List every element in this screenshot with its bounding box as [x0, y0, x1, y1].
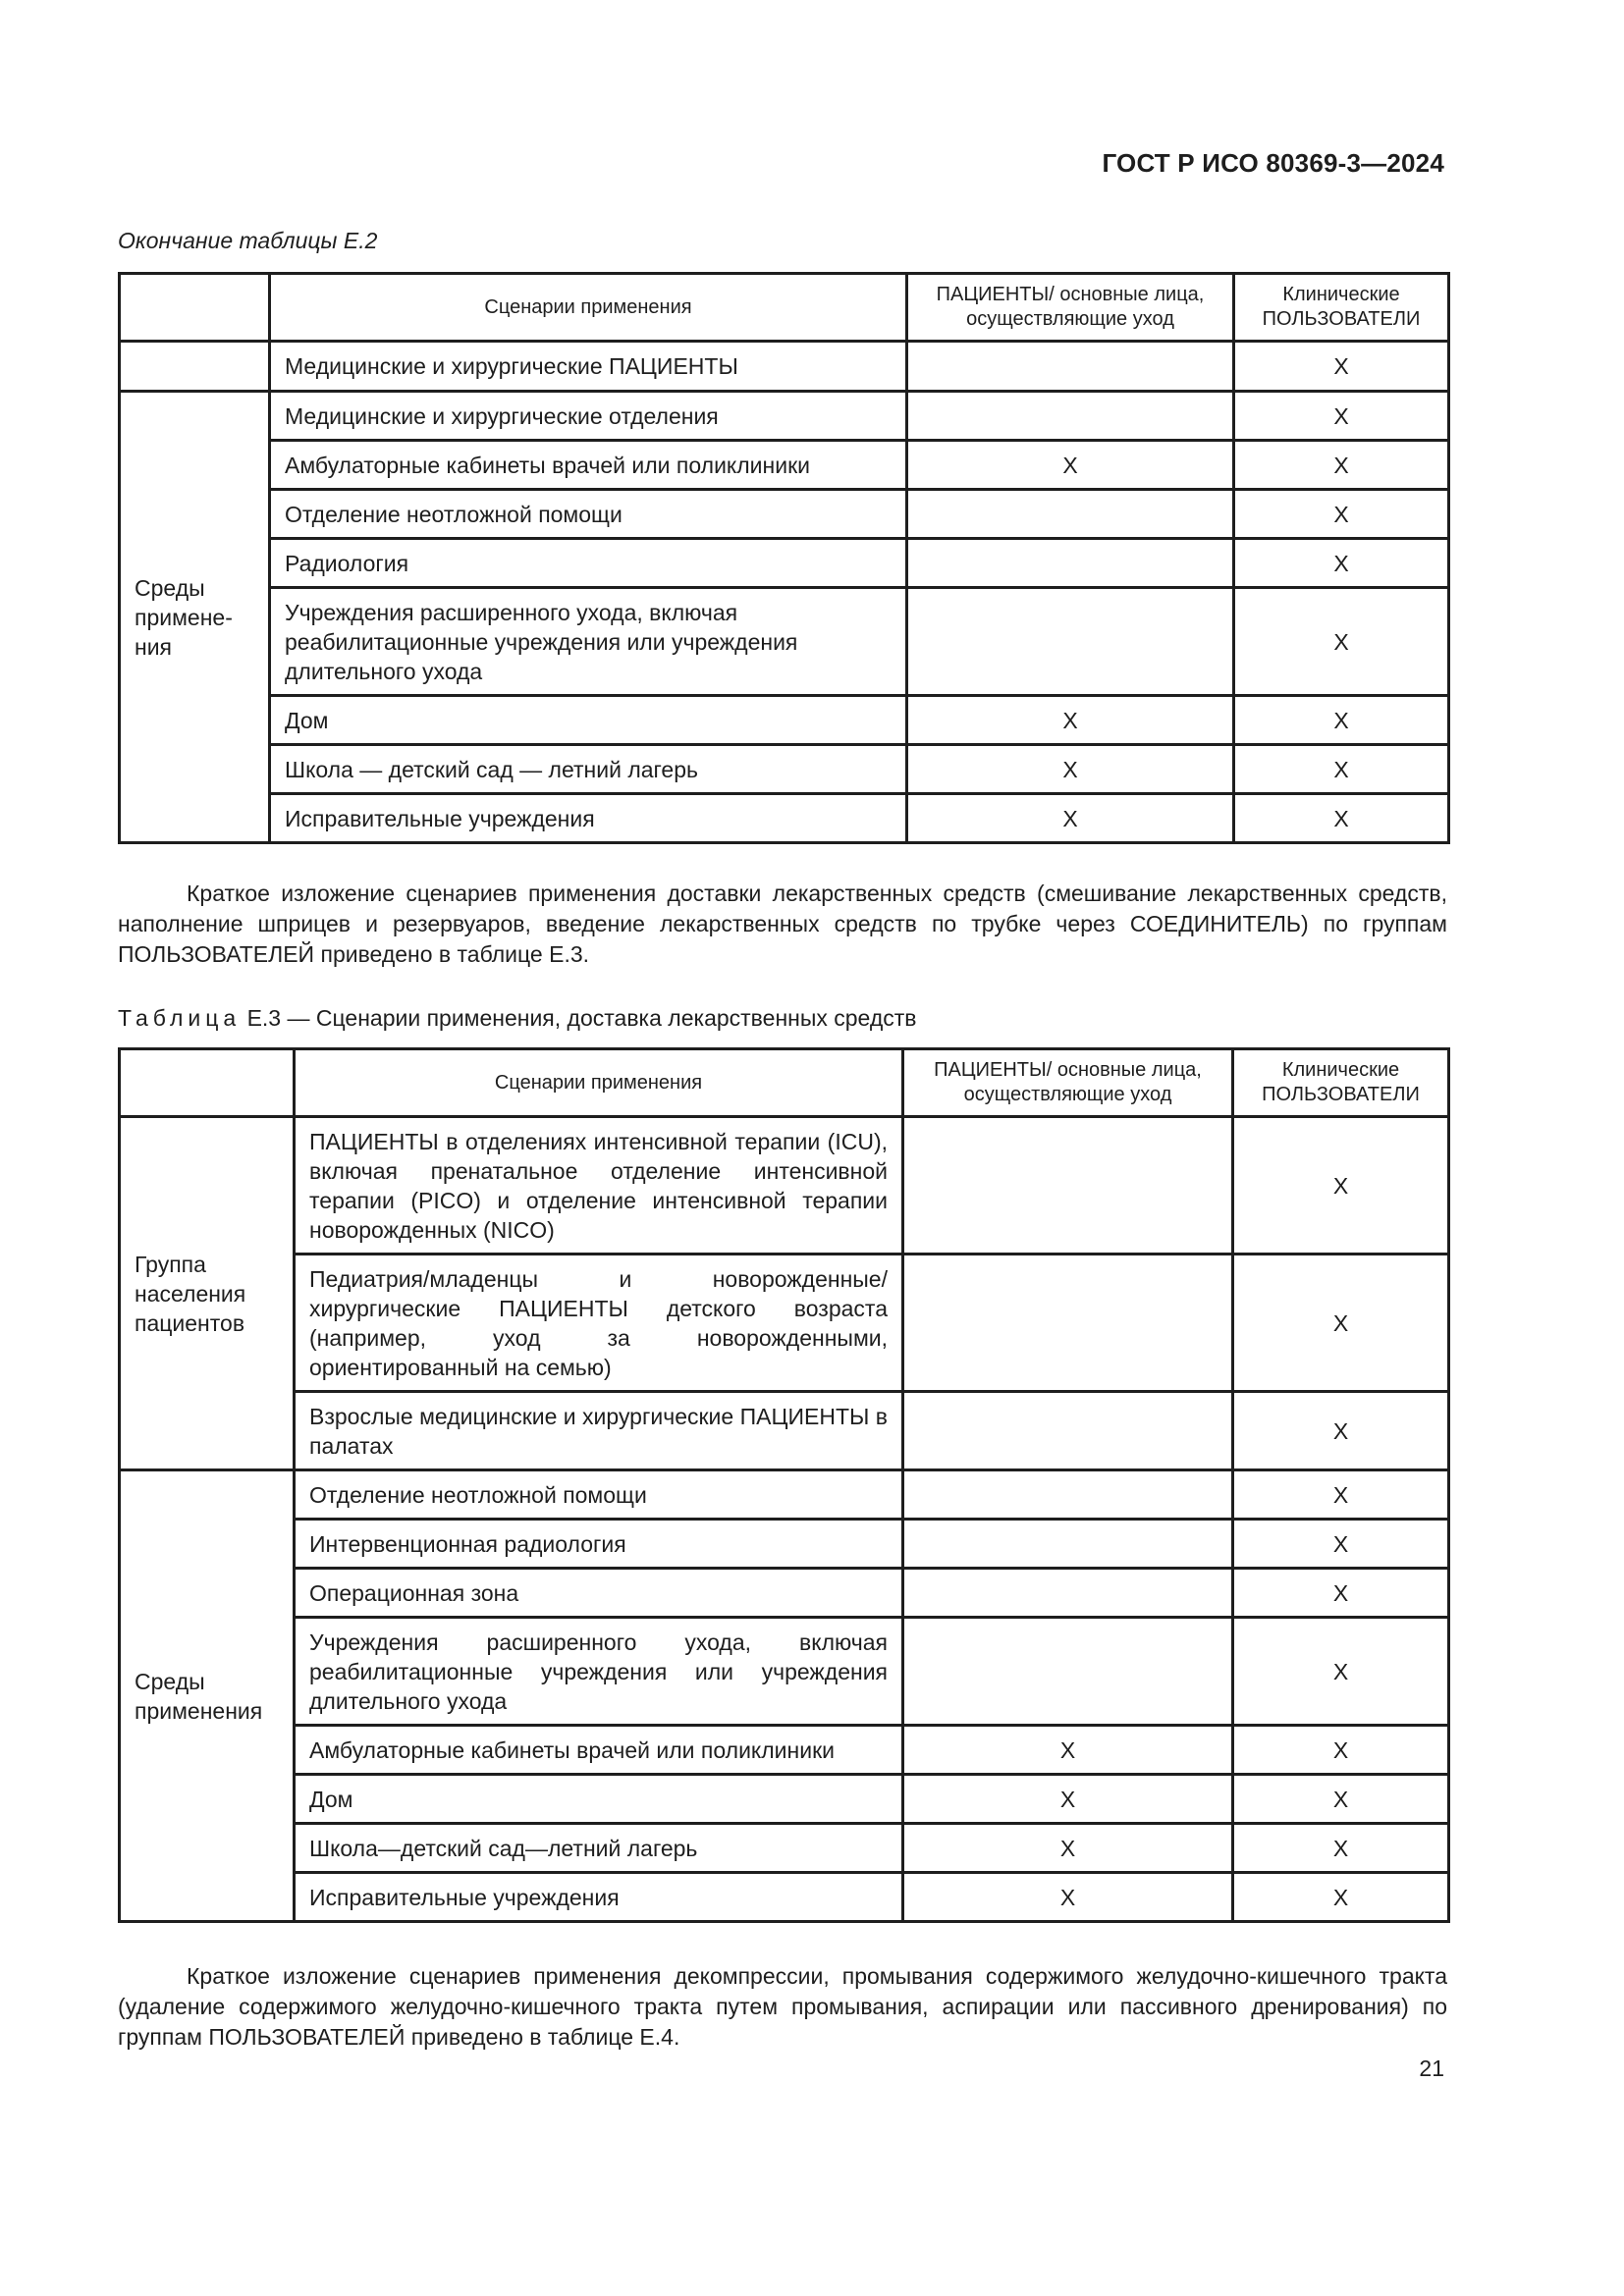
table-row	[120, 1392, 1449, 1470]
header-cell-patients: ПАЦИЕНТЫ/ основные лица, осуществляющие уход	[903, 1049, 1233, 1117]
table-row	[120, 794, 1449, 843]
header-cell-empty	[120, 1049, 295, 1117]
table-e2-caption: Окончание таблицы Е.2	[118, 228, 378, 253]
patients-cell	[903, 1255, 1233, 1392]
header-cell-clinical: Клинические ПОЛЬЗОВАТЕЛИ	[1234, 274, 1449, 342]
table-row	[120, 588, 1449, 696]
paragraph-table-e3-intro	[118, 879, 1447, 970]
clinical-cell: X	[1233, 1520, 1449, 1569]
scenario-cell: Исправительные учреждения	[270, 794, 907, 843]
group-cell-empty	[120, 342, 270, 392]
paragraph-text: Краткое изложение сценариев применения декомпрессии, промывания содержимого желудочно-кишечного тракта (удаление содержимого желудочно-кишечного тракта путем промывания, аспирации или пассивного дренирования) по группам ПОЛЬЗОВАТЕЛЕЙ приведено в таблице Е.4.	[118, 1963, 1447, 2050]
page-number: 21	[1419, 2056, 1444, 2081]
table-row	[120, 1117, 1449, 1255]
table-row	[120, 1520, 1449, 1569]
patients-cell: X	[903, 1824, 1233, 1873]
header-cell-clinical: Клинические ПОЛЬЗОВАТЕЛИ	[1233, 1049, 1449, 1117]
header-cell-empty	[120, 274, 270, 342]
patients-cell	[903, 1117, 1233, 1255]
document-code: ГОСТ Р ИСО 80369-3—2024	[1102, 148, 1444, 178]
table-row	[120, 745, 1449, 794]
scenario-cell: ПАЦИЕНТЫ в отделениях интенсивной терапии (ICU), включая пренатальное отделение интенсивной терапии (PICO) и отделение интенсивной терапии новорожденных (NICO)	[295, 1117, 903, 1255]
table-e2	[118, 272, 1450, 844]
clinical-cell: X	[1233, 1569, 1449, 1618]
scenario-cell: Амбулаторные кабинеты врачей или поликлиники	[295, 1726, 903, 1775]
scenario-cell: Исправительные учреждения	[295, 1873, 903, 1922]
clinical-cell: X	[1233, 1470, 1449, 1520]
table-e3-caption	[118, 1005, 917, 1032]
table-row	[120, 696, 1449, 745]
header-cell-patients: ПАЦИЕНТЫ/ основные лица, осуществляющие уход	[907, 274, 1234, 342]
scenario-cell: Отделение неотложной помощи	[270, 490, 907, 539]
patients-cell: X	[907, 745, 1234, 794]
patients-cell: X	[907, 696, 1234, 745]
patients-cell: X	[903, 1775, 1233, 1824]
scenario-cell: Школа — детский сад — летний лагерь	[270, 745, 907, 794]
clinical-cell: X	[1234, 794, 1449, 843]
table-row	[120, 441, 1449, 490]
clinical-cell: X	[1233, 1873, 1449, 1922]
clinical-cell: X	[1234, 745, 1449, 794]
paragraph-table-e4-intro	[118, 1961, 1447, 2053]
patients-cell: X	[903, 1726, 1233, 1775]
table-row	[120, 1873, 1449, 1922]
clinical-cell: X	[1234, 342, 1449, 392]
patients-cell	[907, 539, 1234, 588]
clinical-cell: X	[1233, 1824, 1449, 1873]
scenario-cell: Учреждения расширенного ухода, включая реабилитационные учреждения или учреждения длительного ухода	[270, 588, 907, 696]
scenario-cell: Медицинские и хирургические отделения	[270, 392, 907, 441]
table-header-row	[120, 274, 1449, 342]
scenario-cell: Медицинские и хирургические ПАЦИЕНТЫ	[270, 342, 907, 392]
table-e3	[118, 1047, 1450, 1923]
clinical-cell: X	[1233, 1726, 1449, 1775]
header-cell-scenarios: Сценарии применения	[295, 1049, 903, 1117]
table-row	[120, 392, 1449, 441]
scenario-cell: Дом	[270, 696, 907, 745]
scenario-cell: Педиатрия/младенцы и новорожденные/ хирургические ПАЦИЕНТЫ детского возраста (например, уход за новорожденными, ориентированный на семью)	[295, 1255, 903, 1392]
table-row	[120, 1824, 1449, 1873]
clinical-cell: X	[1234, 490, 1449, 539]
table-e3-caption-text: Е.3 — Сценарии применения, доставка лекарственных средств	[246, 1005, 917, 1031]
scenario-cell: Радиология	[270, 539, 907, 588]
clinical-cell: X	[1233, 1775, 1449, 1824]
clinical-cell: X	[1234, 539, 1449, 588]
patients-cell	[907, 588, 1234, 696]
table-row	[120, 1569, 1449, 1618]
patients-cell	[907, 490, 1234, 539]
patients-cell: X	[907, 794, 1234, 843]
patients-cell	[903, 1392, 1233, 1470]
patients-cell	[903, 1520, 1233, 1569]
scenario-cell: Амбулаторные кабинеты врачей или поликлиники	[270, 441, 907, 490]
table-e3-caption-prefix: Таблица	[118, 1005, 242, 1031]
clinical-cell: X	[1233, 1392, 1449, 1470]
scenario-cell: Учреждения расширенного ухода, включая реабилитационные учреждения или учреждения длительного ухода	[295, 1618, 903, 1726]
scenario-cell: Операционная зона	[295, 1569, 903, 1618]
scenario-cell: Школа—детский сад—летний лагерь	[295, 1824, 903, 1873]
patients-cell	[907, 392, 1234, 441]
clinical-cell: X	[1234, 588, 1449, 696]
group-label-cell: Среды применения	[120, 1470, 295, 1922]
table-row	[120, 1470, 1449, 1520]
table-row	[120, 1775, 1449, 1824]
scenario-cell: Интервенционная радиология	[295, 1520, 903, 1569]
patients-cell: X	[903, 1873, 1233, 1922]
group-label-cell: Группа населения пациентов	[120, 1117, 295, 1470]
table-row	[120, 539, 1449, 588]
clinical-cell: X	[1234, 696, 1449, 745]
patients-cell	[903, 1618, 1233, 1726]
clinical-cell: X	[1234, 441, 1449, 490]
table-row	[120, 490, 1449, 539]
scenario-cell: Отделение неотложной помощи	[295, 1470, 903, 1520]
clinical-cell: X	[1234, 392, 1449, 441]
header-cell-scenarios: Сценарии применения	[270, 274, 907, 342]
scenario-cell: Взрослые медицинские и хирургические ПАЦИЕНТЫ в палатах	[295, 1392, 903, 1470]
table-row	[120, 1726, 1449, 1775]
table-row	[120, 342, 1449, 392]
patients-cell	[903, 1569, 1233, 1618]
paragraph-text: Краткое изложение сценариев применения доставки лекарственных средств (смешивание лекарственных средств, наполнение шприцев и резервуаров, введение лекарственных средств по трубке через СОЕДИНИТЕЛЬ) по группам ПОЛЬЗОВАТЕЛЕЙ приведено в таблице Е.3.	[118, 881, 1447, 967]
clinical-cell: X	[1233, 1618, 1449, 1726]
clinical-cell: X	[1233, 1117, 1449, 1255]
table-row	[120, 1255, 1449, 1392]
table-header-row	[120, 1049, 1449, 1117]
scenario-cell: Дом	[295, 1775, 903, 1824]
patients-cell	[907, 342, 1234, 392]
table-row	[120, 1618, 1449, 1726]
clinical-cell: X	[1233, 1255, 1449, 1392]
group-label-cell: Среды примене-ния	[120, 392, 270, 843]
patients-cell	[903, 1470, 1233, 1520]
patients-cell: X	[907, 441, 1234, 490]
